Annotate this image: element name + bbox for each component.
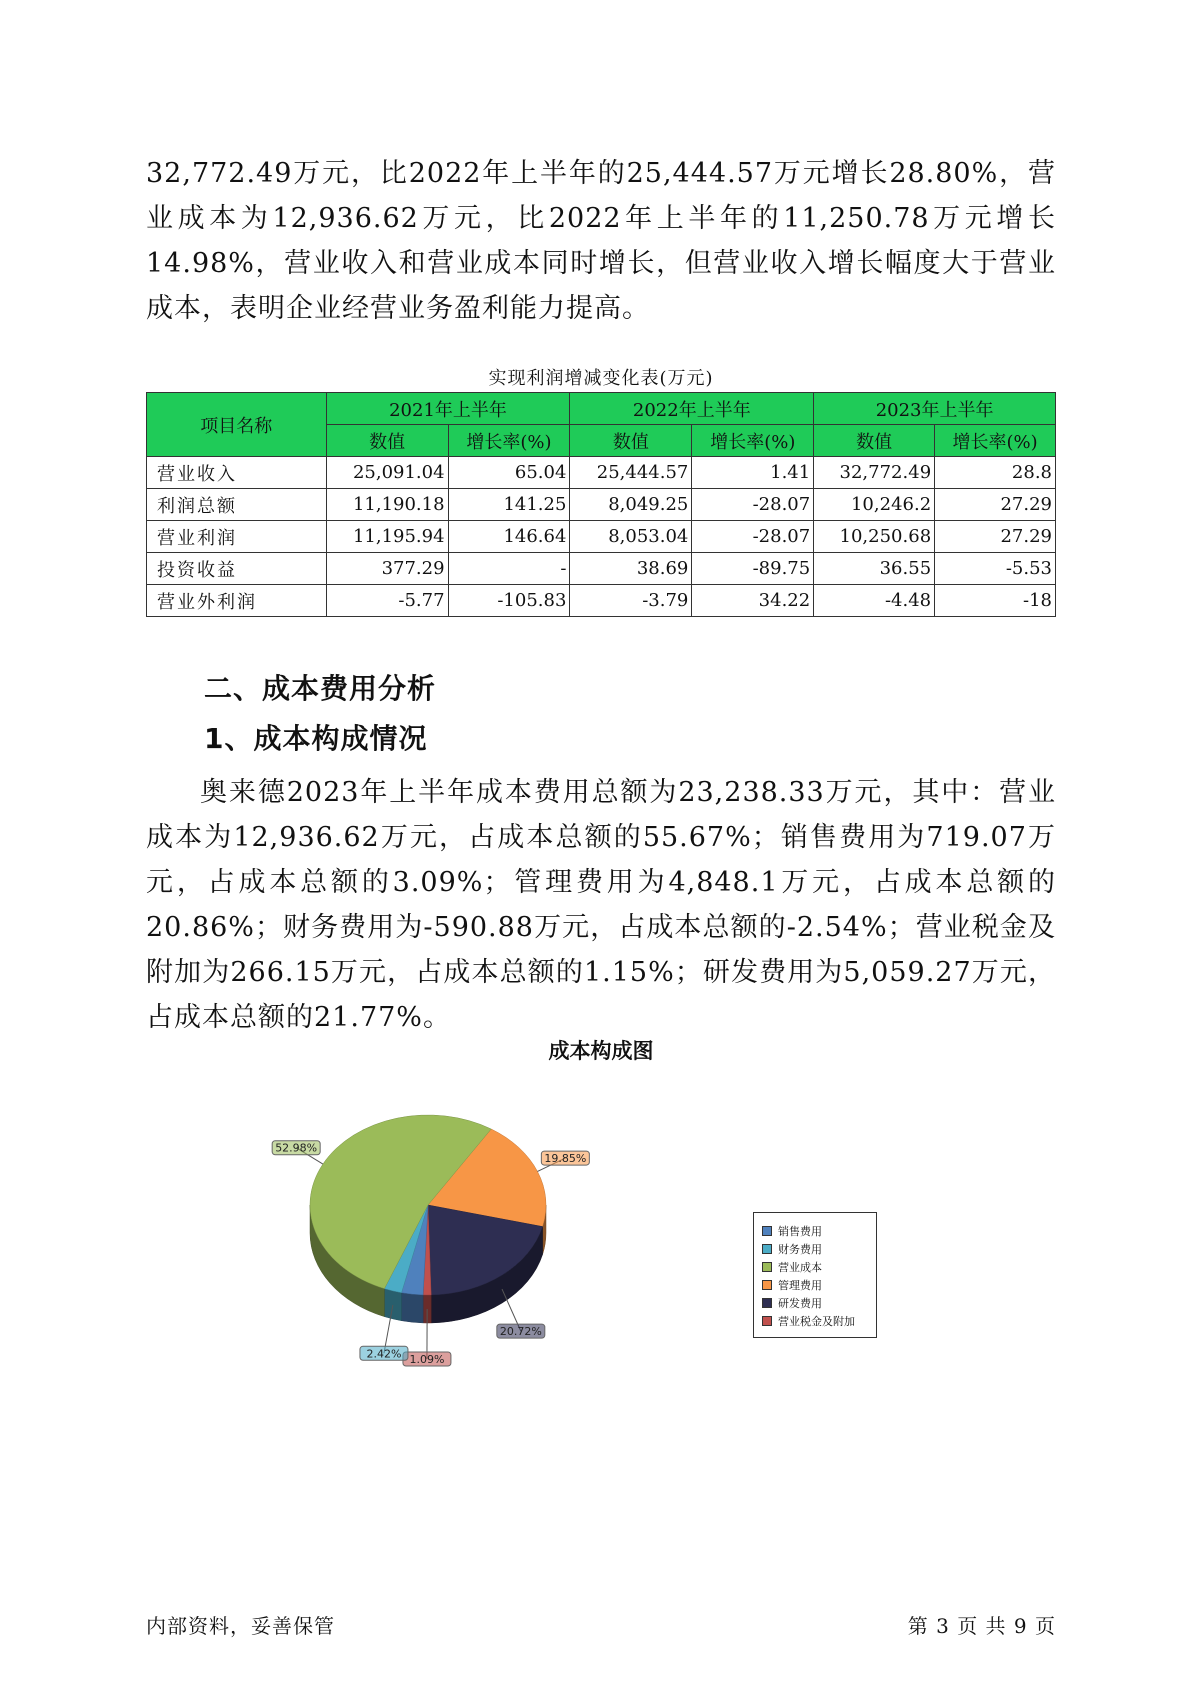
legend-item <box>762 1240 876 1258</box>
legend-label: 营业成本 <box>778 1261 822 1274</box>
row-name: 投资收益 <box>147 553 327 585</box>
cost-paragraph: 奥来德2023年上半年成本费用总额为23,238.33万元，其中：营业成本为12,936.62万元，占成本总额的55.67%；销售费用为719.07万元，占成本总额的3.09%；管理费用为4,848.1万元，占成本总额的20.86%；财务费用为-590.88万元，占成本总额的-2.54%；营业税金及附加为266.15万元，占成本总额的1.15%；研发费用为5,059.27万元，占成本总额的21.77%。 <box>146 777 1056 1033</box>
row-name: 营业外利润 <box>147 585 327 617</box>
header-value: 数值 <box>326 425 448 457</box>
legend-swatch <box>762 1244 772 1254</box>
header-period: 2022年上半年 <box>570 393 814 425</box>
cell: 25,091.04 <box>326 457 448 489</box>
profit-table <box>146 392 1056 617</box>
cell: -105.83 <box>448 585 570 617</box>
cell: 8,053.04 <box>570 521 692 553</box>
header-period: 2021年上半年 <box>326 393 570 425</box>
cell: 34.22 <box>692 585 814 617</box>
legend-label: 财务费用 <box>778 1243 822 1256</box>
cost-pie-chart <box>240 1110 640 1370</box>
cell: 65.04 <box>448 457 570 489</box>
pie-data-label: 2.42% <box>366 1347 402 1361</box>
chart-title: 成本构成图 <box>548 1039 654 1063</box>
pie-side-财务费用 <box>384 1289 401 1321</box>
legend-label: 营业税金及附加 <box>778 1315 855 1328</box>
row-name: 营业收入 <box>147 457 327 489</box>
header-rate: 增长率(%) <box>448 425 570 457</box>
legend-swatch <box>762 1226 772 1236</box>
header-item-name: 项目名称 <box>147 393 327 457</box>
legend-label: 管理费用 <box>778 1279 822 1292</box>
cell: 27.29 <box>935 521 1056 553</box>
page-number: 第 3 页 共 9 页 <box>907 1614 1056 1638</box>
legend-item <box>762 1276 876 1294</box>
cell: -4.48 <box>814 585 935 617</box>
table-caption: 实现利润增减变化表(万元) <box>488 368 714 389</box>
cell: 27.29 <box>935 489 1056 521</box>
table-row <box>147 521 1056 553</box>
cell: 1.41 <box>692 457 814 489</box>
legend-item <box>762 1222 876 1240</box>
cell: -5.53 <box>935 553 1056 585</box>
pie-data-label: 52.98% <box>275 1141 318 1155</box>
footer-left: 内部资料，妥善保管 <box>146 1614 335 1638</box>
chart-legend <box>753 1212 877 1338</box>
header-rate: 增长率(%) <box>935 425 1056 457</box>
cell: 28.8 <box>935 457 1056 489</box>
cell: 25,444.57 <box>570 457 692 489</box>
pie-data-label: 20.72% <box>499 1325 542 1339</box>
table-row <box>147 553 1056 585</box>
pie-data-label: 19.85% <box>544 1152 587 1166</box>
legend-item <box>762 1258 876 1276</box>
subsection-heading: 1、成本构成情况 <box>204 722 428 755</box>
header-value: 数值 <box>814 425 935 457</box>
cell: 10,246.2 <box>814 489 935 521</box>
cell: 146.64 <box>448 521 570 553</box>
header-value: 数值 <box>570 425 692 457</box>
pie-side-销售费用 <box>402 1293 424 1323</box>
table-row <box>147 489 1056 521</box>
cell: - <box>448 553 570 585</box>
table-row <box>147 457 1056 489</box>
row-name: 营业利润 <box>147 521 327 553</box>
cell: 36.55 <box>814 553 935 585</box>
legend-item <box>762 1312 876 1330</box>
section-heading: 二、成本费用分析 <box>204 672 437 705</box>
cell: -28.07 <box>692 489 814 521</box>
legend-label: 研发费用 <box>778 1297 822 1310</box>
legend-item <box>762 1294 876 1312</box>
intro-paragraph: 32,772.49万元，比2022年上半年的25,444.57万元增长28.80%，营业成本为12,936.62万元，比2022年上半年的11,250.78万元增长14.98%，营业收入和营业成本同时增长，但营业收入增长幅度大于营业成本，表明企业经营业务盈利能力提高。 <box>146 158 1056 324</box>
cell: 377.29 <box>326 553 448 585</box>
legend-swatch <box>762 1280 772 1290</box>
cell: -3.79 <box>570 585 692 617</box>
cell: -5.77 <box>326 585 448 617</box>
legend-swatch <box>762 1262 772 1272</box>
row-name: 利润总额 <box>147 489 327 521</box>
table-header-row <box>147 393 1056 425</box>
cell: 32,772.49 <box>814 457 935 489</box>
legend-swatch <box>762 1298 772 1308</box>
cell: 141.25 <box>448 489 570 521</box>
pie-data-label: 1.09% <box>409 1352 445 1366</box>
cell: -89.75 <box>692 553 814 585</box>
cell: 8,049.25 <box>570 489 692 521</box>
header-rate: 增长率(%) <box>692 425 814 457</box>
cell: -28.07 <box>692 521 814 553</box>
table-row <box>147 585 1056 617</box>
cell: 38.69 <box>570 553 692 585</box>
cell: 10,250.68 <box>814 521 935 553</box>
legend-swatch <box>762 1316 772 1326</box>
cell: -18 <box>935 585 1056 617</box>
legend-label: 销售费用 <box>778 1225 822 1238</box>
cell: 11,190.18 <box>326 489 448 521</box>
cell: 11,195.94 <box>326 521 448 553</box>
header-period: 2023年上半年 <box>814 393 1056 425</box>
